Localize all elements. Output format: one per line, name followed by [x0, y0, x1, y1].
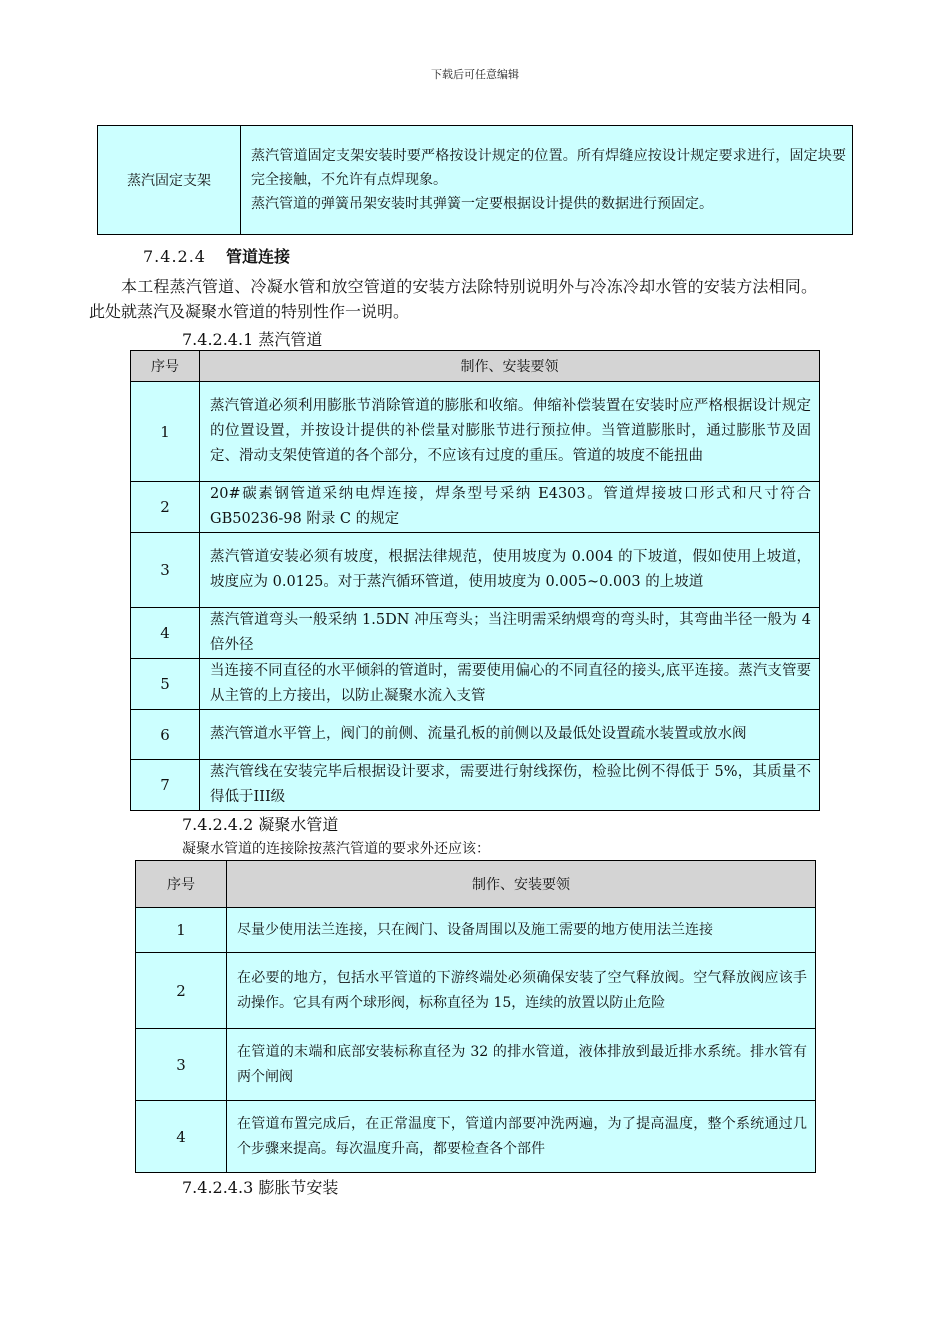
header-num: 序号 — [131, 351, 200, 382]
table-row — [136, 953, 816, 1029]
row-num: 3 — [131, 533, 200, 608]
table-row — [136, 1101, 816, 1173]
row-label: 蒸汽固定支架 — [98, 126, 241, 235]
row-num: 2 — [136, 953, 227, 1029]
row-text — [241, 126, 853, 235]
row-text: 在必要的地方，包括水平管道的下游终端处必须确保安装了空气释放阀。空气释放阀应该手动操作。它具有两个球形阀，标称直径为 15，连续的放置以防止危险 — [227, 953, 816, 1029]
table-row — [131, 710, 820, 760]
table-row — [98, 126, 853, 235]
row-num: 7 — [131, 760, 200, 811]
row-num: 4 — [136, 1101, 227, 1173]
row-text: 20#碳素钢管道采纳电焊连接，焊条型号采纳 E4303。管道焊接坡口形式和尺寸符合 GB50236-98 附录 C 的规定 — [200, 482, 820, 533]
table-row — [131, 608, 820, 659]
row-line: 蒸汽管道固定支架安装时要严格按设计规定的位置。所有焊缝应按设计规定要求进行，固定块要完全接触，不允许有点焊现象。 — [251, 148, 846, 188]
subsection-note: 凝聚水管道的连接除按蒸汽管道的要求外还应该： — [182, 841, 490, 857]
row-text: 蒸汽管线在安装完毕后根据设计要求，需要进行射线探伤，检验比例不得低于 5%，其质量不得低于III级 — [200, 760, 820, 811]
row-num: 4 — [131, 608, 200, 659]
table-header-row — [131, 351, 820, 382]
row-num: 1 — [131, 382, 200, 482]
table-row — [131, 382, 820, 482]
table-row — [131, 659, 820, 710]
table-row — [131, 533, 820, 608]
steam-fixed-support-table — [97, 125, 853, 235]
header-text: 制作、安装要领 — [200, 351, 820, 382]
row-text: 蒸汽管道安装必须有坡度，根据法律规范，使用坡度为 0.004 的下坡道，假如使用上坡道，坡度应为 0.0125。对于蒸汽循环管道，使用坡度为 0.005~0.003 的上坡道 — [200, 533, 820, 608]
table-row — [136, 908, 816, 953]
steam-pipe-table — [130, 350, 820, 811]
row-num: 5 — [131, 659, 200, 710]
row-text: 在管道的末端和底部安装标称直径为 32 的排水管道，液体排放到最近排水系统。排水管有两个闸阀 — [227, 1029, 816, 1101]
row-text: 蒸汽管道水平管上，阀门的前侧、流量孔板的前侧以及最低处设置疏水装置或放水阀 — [200, 710, 820, 760]
row-text: 蒸汽管道弯头一般采纳 1.5DN 冲压弯头；当注明需采纳煨弯的弯头时，其弯曲半径一般为 4 倍外径 — [200, 608, 820, 659]
table-header-row — [136, 861, 816, 908]
row-num: 2 — [131, 482, 200, 533]
header-text: 制作、安装要领 — [227, 861, 816, 908]
subsection-title-condensate: 7.4.2.4.2 凝聚水管道 — [182, 815, 339, 834]
header-num: 序号 — [136, 861, 227, 908]
table-row — [131, 482, 820, 533]
section-heading — [143, 244, 290, 267]
header-note: 下载后可任意编辑 — [431, 68, 519, 81]
row-line: 蒸汽管道的弹簧吊架安装时其弹簧一定要根据设计提供的数据进行预固定。 — [251, 196, 713, 212]
row-num: 6 — [131, 710, 200, 760]
row-text: 当连接不同直径的水平倾斜的管道时，需要使用偏心的不同直径的接头,底平连接。蒸汽支管要从主管的上方接出，以防止凝聚水流入支管 — [200, 659, 820, 710]
row-num: 3 — [136, 1029, 227, 1101]
section-title: 管道连接 — [225, 247, 290, 266]
subsection-title-expansion-joint: 7.4.2.4.3 膨胀节安装 — [182, 1178, 339, 1197]
subsection-title-steam: 7.4.2.4.1 蒸汽管道 — [182, 330, 323, 349]
table-row — [131, 760, 820, 811]
row-text: 尽量少使用法兰连接，只在阀门、设备周围以及施工需要的地方使用法兰连接 — [227, 908, 816, 953]
row-text: 蒸汽管道必须利用膨胀节消除管道的膨胀和收缩。伸缩补偿装置在安装时应严格根据设计规定的位置设置，并按设计提供的补偿量对膨胀节进行预拉伸。当管道膨胀时，通过膨胀节及固定、滑动支架使管道的各个部分，不应该有过度的重压。管道的坡度不能扭曲 — [200, 382, 820, 482]
row-num: 1 — [136, 908, 227, 953]
row-text: 在管道布置完成后，在正常温度下，管道内部要冲洗两遍，为了提高温度，整个系统通过几个步骤来提高。每次温度升高，都要检查各个部件 — [227, 1101, 816, 1173]
section-paragraph: 本工程蒸汽管道、冷凝水管和放空管道的安装方法除特别说明外与冷冻冷却水管的安装方法相同。此处就蒸汽及凝聚水管道的特别性作一说明。 — [89, 277, 817, 321]
section-number: 7.4.2.4 — [143, 247, 206, 266]
condensate-pipe-table — [135, 860, 816, 1173]
table-row — [136, 1029, 816, 1101]
